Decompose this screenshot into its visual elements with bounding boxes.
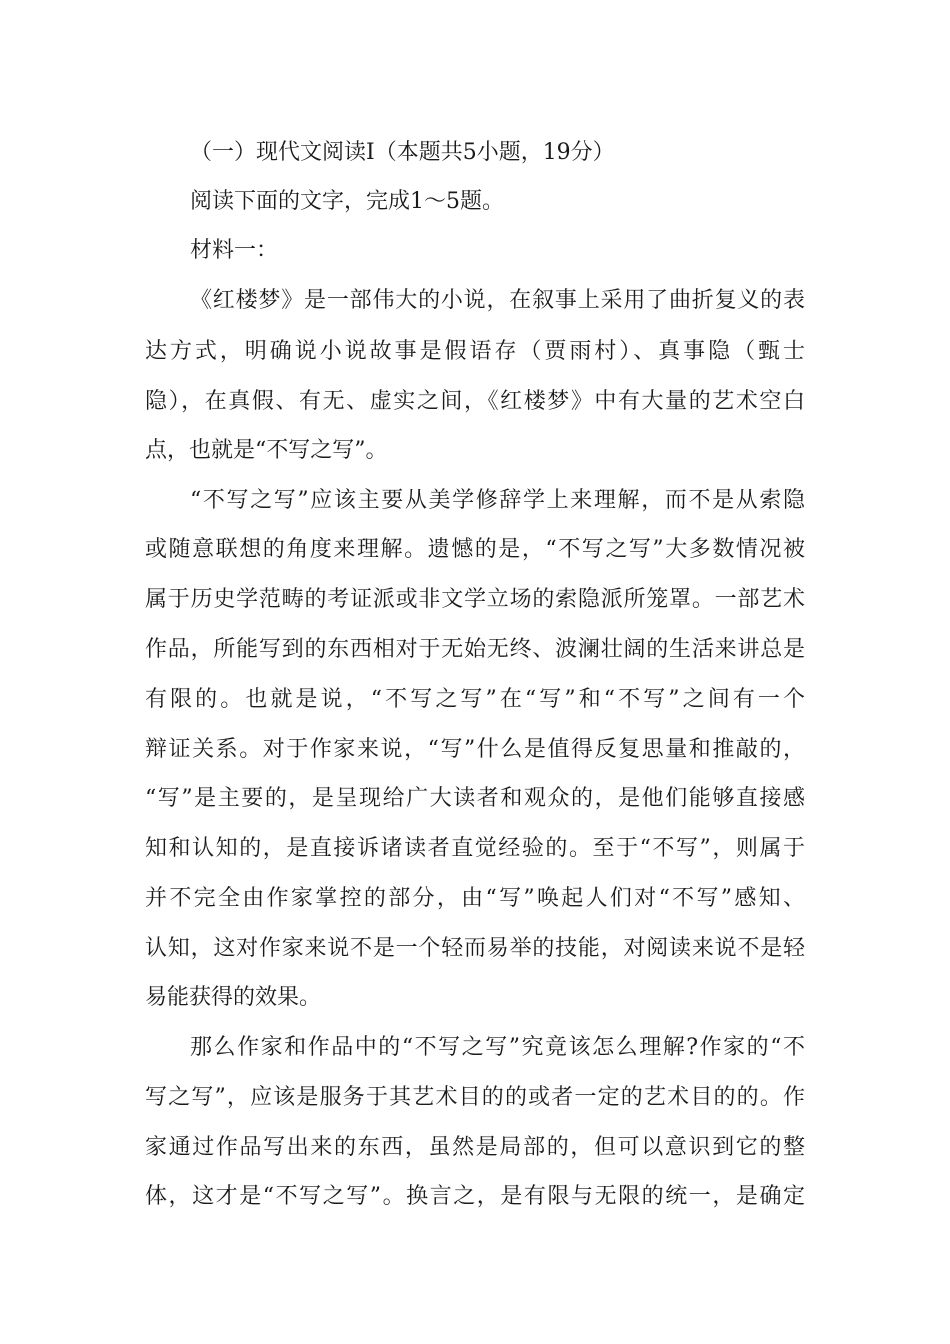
- paragraph-2-line-4: 作品，所能写到的东西相对于无始无终、波澜壮阔的生活来讲总是: [145, 637, 805, 662]
- paragraph-1-line-4: 点，也就是“不写之写”。: [145, 438, 388, 463]
- paragraph-2-line-7: “写”是主要的，是呈现给广大读者和观众的，是他们能够直接感: [145, 786, 805, 811]
- material-label: 材料一：: [190, 238, 279, 263]
- paragraph-2-line-2: 或随意联想的角度来理解。遗憾的是，“不写之写”大多数情况被: [145, 537, 805, 562]
- paragraph-1-line-3: 隐），在真假、有无、虚实之间，《红楼梦》中有大量的艺术空白: [145, 389, 805, 414]
- reading-instruction: 阅读下面的文字，完成1～5题。: [190, 189, 504, 214]
- paragraph-2-line-3: 属于历史学范畴的考证派或非文学立场的索隐派所笼罩。一部艺术: [145, 587, 805, 612]
- paragraph-3-line-4: 体，这才是“不写之写”。换言之，是有限与无限的统一，是确定: [145, 1184, 805, 1209]
- section-heading: （一）现代文阅读Ⅰ（本题共5小题，19分）: [190, 140, 615, 165]
- paragraph-3-line-3: 家通过作品写出来的东西，虽然是局部的，但可以意识到它的整: [145, 1135, 805, 1160]
- paragraph-2-line-5: 有限的。也就是说，“不写之写”在“写”和“不写”之间有一个: [145, 687, 805, 712]
- paragraph-2-line-9: 并不完全由作家掌控的部分，由“写”唤起人们对“不写”感知、: [145, 886, 805, 911]
- paragraph-1-line-2: 达方式，明确说小说故事是假语存（贾雨村）、真事隐（甄士: [145, 339, 805, 364]
- paragraph-2-line-10: 认知，这对作家来说不是一个轻而易举的技能，对阅读来说不是轻: [145, 936, 805, 961]
- paragraph-3-line-2: 写之写”，应该是服务于其艺术目的的或者一定的艺术目的的。作: [145, 1085, 805, 1110]
- paragraph-2-line-6: 辩证关系。对于作家来说，“写”什么是值得反复思量和推敲的，: [145, 737, 805, 762]
- paragraph-3-line-1: 那么作家和作品中的“不写之写”究竟该怎么理解?作家的“不: [190, 1035, 805, 1060]
- paragraph-2-line-8: 知和认知的，是直接诉诸读者直觉经验的。至于“不写”，则属于: [145, 836, 805, 861]
- paragraph-1-line-1: 《红楼梦》是一部伟大的小说，在叙事上采用了曲折复义的表: [190, 288, 805, 313]
- paragraph-2-line-11: 易能获得的效果。: [145, 985, 322, 1010]
- paragraph-2-line-1: “不写之写”应该主要从美学修辞学上来理解，而不是从索隐: [190, 488, 805, 513]
